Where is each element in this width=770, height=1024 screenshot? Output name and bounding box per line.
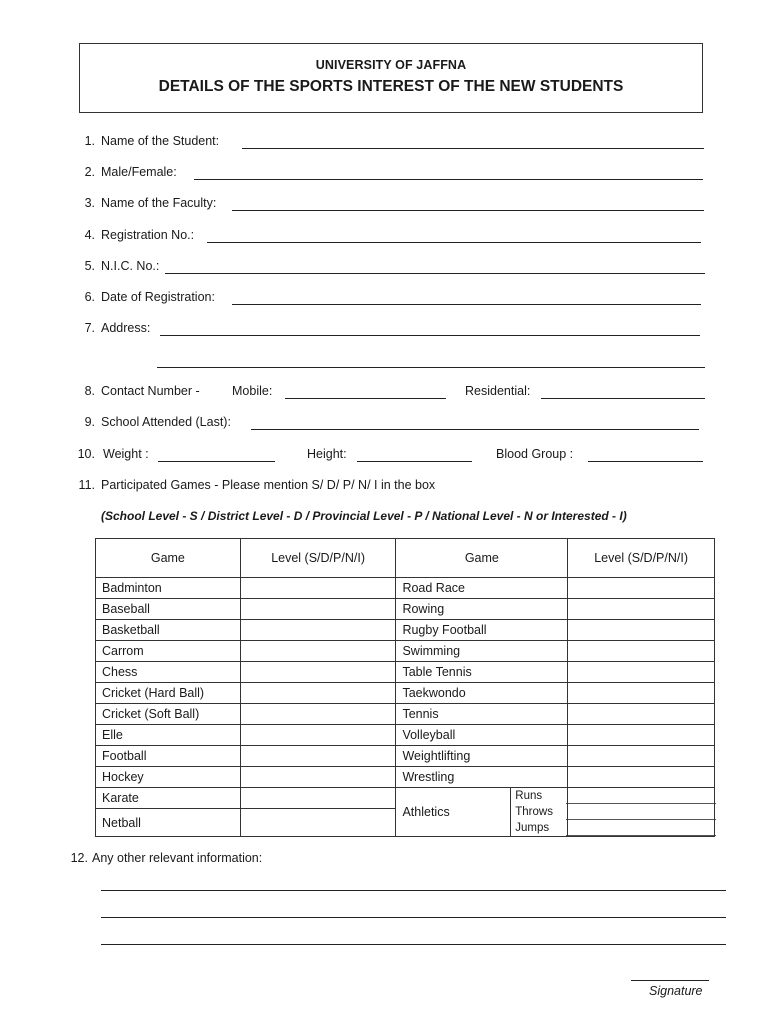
- school-field[interactable]: [251, 429, 699, 430]
- level-input[interactable]: [568, 578, 715, 599]
- mobile-field[interactable]: [285, 398, 446, 399]
- game-cell: Wrestling: [396, 767, 568, 788]
- residential-label: Residential:: [465, 384, 531, 398]
- weight-field[interactable]: [158, 461, 275, 462]
- gender-label: Male/Female:: [101, 165, 177, 179]
- registration-date-field[interactable]: [232, 304, 701, 305]
- game-cell: Cricket (Hard Ball): [96, 683, 241, 704]
- table-row: [96, 788, 715, 809]
- table-row: [96, 620, 715, 641]
- q10-number: 10.: [77, 447, 95, 461]
- level-input[interactable]: [568, 746, 715, 767]
- faculty-field[interactable]: [232, 210, 704, 211]
- signature-line[interactable]: [631, 980, 709, 981]
- game-cell: Table Tennis: [396, 662, 568, 683]
- q7-number: 7.: [84, 321, 95, 335]
- level-input[interactable]: [240, 725, 396, 746]
- header-box: [79, 43, 703, 113]
- athletics-runs-input[interactable]: [566, 788, 716, 804]
- table-row: [96, 725, 715, 746]
- header-level-right: Level (S/D/P/N/I): [568, 539, 715, 578]
- other-info-line3[interactable]: [101, 944, 726, 945]
- game-cell: Volleyball: [396, 725, 568, 746]
- game-cell: Road Race: [396, 578, 568, 599]
- level-input[interactable]: [240, 788, 396, 809]
- game-cell: Basketball: [96, 620, 241, 641]
- game-cell: Swimming: [396, 641, 568, 662]
- q1-number: 1.: [84, 134, 95, 148]
- registration-date-label: Date of Registration:: [101, 290, 215, 304]
- faculty-label: Name of the Faculty:: [101, 196, 217, 210]
- address-field-line2[interactable]: [157, 367, 705, 368]
- signature-label: Signature: [649, 984, 703, 998]
- game-cell: Hockey: [96, 767, 241, 788]
- games-instruction: Participated Games - Please mention S/ D/ P/ N/ I in the box: [101, 478, 436, 492]
- table-row: [96, 767, 715, 788]
- registration-no-label: Registration No.:: [101, 228, 195, 242]
- student-name-label: Name of the Student:: [101, 134, 220, 148]
- level-legend-note: (School Level - S / District Level - D / Provincial Level - P / National Level - N or Interested - I): [101, 509, 627, 523]
- header-game-left: Game: [96, 539, 241, 578]
- table-row: [96, 746, 715, 767]
- table-row: [96, 704, 715, 725]
- level-input[interactable]: [568, 683, 715, 704]
- q9-number: 9.: [84, 415, 95, 429]
- nic-field[interactable]: [165, 273, 705, 274]
- level-input[interactable]: [240, 620, 396, 641]
- level-input[interactable]: [240, 767, 396, 788]
- level-input[interactable]: [568, 662, 715, 683]
- game-cell: Elle: [96, 725, 241, 746]
- table-row: [96, 599, 715, 620]
- other-info-line2[interactable]: [101, 917, 726, 918]
- table-row: [96, 641, 715, 662]
- height-label: Height:: [307, 447, 347, 461]
- q6-number: 6.: [84, 290, 95, 304]
- contact-number-label: Contact Number -: [101, 384, 200, 398]
- level-input[interactable]: [240, 683, 396, 704]
- form-title: DETAILS OF THE SPORTS INTEREST OF THE NEW STUDENTS: [158, 78, 624, 95]
- level-input[interactable]: [240, 599, 396, 620]
- game-cell: Cricket (Soft Ball): [96, 704, 241, 725]
- level-input[interactable]: [568, 725, 715, 746]
- address-field-line1[interactable]: [160, 335, 700, 336]
- header-game-right: Game: [396, 539, 568, 578]
- athletics-cell: Athletics: [396, 788, 511, 837]
- other-info-label: Any other relevant information:: [92, 851, 263, 865]
- athletics-jumps-input[interactable]: [566, 820, 716, 836]
- athletics-throws-input[interactable]: [566, 804, 716, 820]
- address-label: Address:: [101, 321, 151, 335]
- game-cell: Rowing: [396, 599, 568, 620]
- level-input[interactable]: [568, 599, 715, 620]
- games-table: [95, 538, 715, 837]
- level-input[interactable]: [568, 641, 715, 662]
- registration-no-field[interactable]: [207, 242, 701, 243]
- athletics-throws-label: Throws: [515, 806, 553, 818]
- level-input[interactable]: [240, 662, 396, 683]
- q11-number: 11.: [78, 478, 95, 492]
- game-cell: Tennis: [396, 704, 568, 725]
- game-cell: Karate: [96, 788, 241, 809]
- athletics-jumps-label: Jumps: [515, 822, 550, 834]
- blood-group-field[interactable]: [588, 461, 703, 462]
- game-cell: Taekwondo: [396, 683, 568, 704]
- game-cell: Weightlifting: [396, 746, 568, 767]
- blood-group-label: Blood Group :: [496, 447, 574, 461]
- q2-number: 2.: [84, 165, 95, 179]
- athletics-runs-label: Runs: [515, 790, 543, 802]
- game-cell: Netball: [96, 809, 241, 837]
- level-input[interactable]: [240, 746, 396, 767]
- level-input[interactable]: [568, 767, 715, 788]
- q8-number: 8.: [84, 384, 95, 398]
- level-input[interactable]: [240, 578, 396, 599]
- height-field[interactable]: [357, 461, 472, 462]
- nic-label: N.I.C. No.:: [101, 259, 160, 273]
- game-cell: Badminton: [96, 578, 241, 599]
- level-input[interactable]: [568, 704, 715, 725]
- table-row: [96, 683, 715, 704]
- mobile-label: Mobile:: [232, 384, 273, 398]
- university-name: UNIVERSITY OF JAFFNA: [315, 58, 467, 72]
- weight-label: Weight :: [103, 447, 149, 461]
- q3-number: 3.: [84, 196, 95, 210]
- header-level-left: Level (S/D/P/N/I): [240, 539, 396, 578]
- level-input[interactable]: [568, 620, 715, 641]
- table-row: [96, 578, 715, 599]
- gender-field[interactable]: [194, 179, 703, 180]
- student-name-field[interactable]: [242, 148, 704, 149]
- q4-number: 4.: [84, 228, 95, 242]
- level-input[interactable]: [240, 809, 396, 837]
- table-row: [96, 662, 715, 683]
- level-input[interactable]: [240, 641, 396, 662]
- game-cell: Carrom: [96, 641, 241, 662]
- game-cell: Chess: [96, 662, 241, 683]
- game-cell: Rugby Football: [396, 620, 568, 641]
- level-input[interactable]: [240, 704, 396, 725]
- other-info-line1[interactable]: [101, 890, 726, 891]
- q12-number: 12.: [70, 851, 88, 865]
- school-label: School Attended (Last):: [101, 415, 231, 429]
- game-cell: Football: [96, 746, 241, 767]
- q5-number: 5.: [84, 259, 95, 273]
- game-cell: Baseball: [96, 599, 241, 620]
- residential-field[interactable]: [541, 398, 705, 399]
